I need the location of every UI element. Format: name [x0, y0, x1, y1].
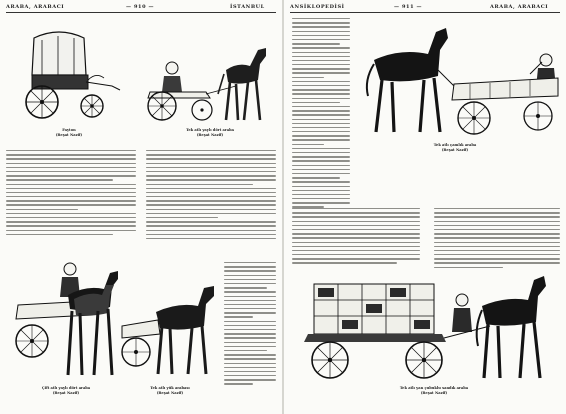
flat-wagon-caption-credit: (Reşat Nazif) — [441, 148, 469, 152]
left-text-column-2 — [146, 150, 276, 242]
single-horse-cart-caption — [150, 128, 270, 138]
left-text-column-1 — [6, 150, 136, 238]
right-text-column-1 — [292, 18, 350, 211]
cargo-cart-caption-credit: (Reşat Nazif) — [156, 391, 184, 395]
right-header-title: ARABA, ARABACI — [490, 4, 549, 10]
phaeton-caption-credit: (Reşat Nazif) — [55, 133, 83, 137]
left-header-rule — [6, 12, 276, 13]
left-page — [0, 0, 282, 414]
phaeton-caption — [14, 128, 124, 138]
right-text-column-3 — [434, 208, 560, 271]
right-page — [284, 0, 566, 414]
flat-wagon-caption-title: Tek atlı çamlık araba — [433, 143, 477, 147]
flat-wagon-illustration — [354, 20, 560, 138]
two-horse-wagon-caption — [10, 386, 122, 396]
left-text-column-3 — [224, 262, 276, 388]
single-horse-cart-caption-title: Tek atlı yaylı dört araba — [186, 128, 234, 132]
phaeton-illustration — [14, 20, 124, 125]
cargo-cart-caption-title: Tek atlı yük arabası — [150, 386, 190, 390]
right-text-column-2 — [292, 208, 420, 267]
cargo-cart-illustration — [118, 268, 218, 380]
flat-wagon-caption — [390, 143, 520, 153]
two-horse-wagon-illustration — [10, 255, 122, 383]
cargo-cart-caption — [122, 386, 218, 396]
crate-cart-caption — [364, 386, 504, 396]
right-header-rule — [290, 12, 560, 13]
two-horse-wagon-caption-credit: (Reşat Nazif) — [52, 391, 80, 395]
left-page-number: — 910 — — [126, 4, 155, 10]
right-header-section: ANSİKLOPEDİSİ — [290, 4, 345, 10]
two-horse-wagon-caption-title: Çift atlı yaylı dört araba — [41, 386, 91, 390]
crate-cart-caption-credit: (Reşat Nazif) — [420, 391, 448, 395]
crate-cart-caption-title: Tek atlı yan çubuklu sandık araba — [399, 386, 469, 390]
single-horse-cart-illustration — [140, 36, 278, 126]
single-horse-cart-caption-credit: (Reşat Nazif) — [196, 133, 224, 137]
left-header-section: İSTANBUL — [230, 4, 265, 10]
left-header-title: ARABA, ARABACI — [6, 4, 65, 10]
crate-cart-illustration — [294, 266, 556, 382]
right-page-number: — 911 — — [394, 4, 423, 10]
phaeton-caption-title: Fayton — [62, 128, 76, 132]
